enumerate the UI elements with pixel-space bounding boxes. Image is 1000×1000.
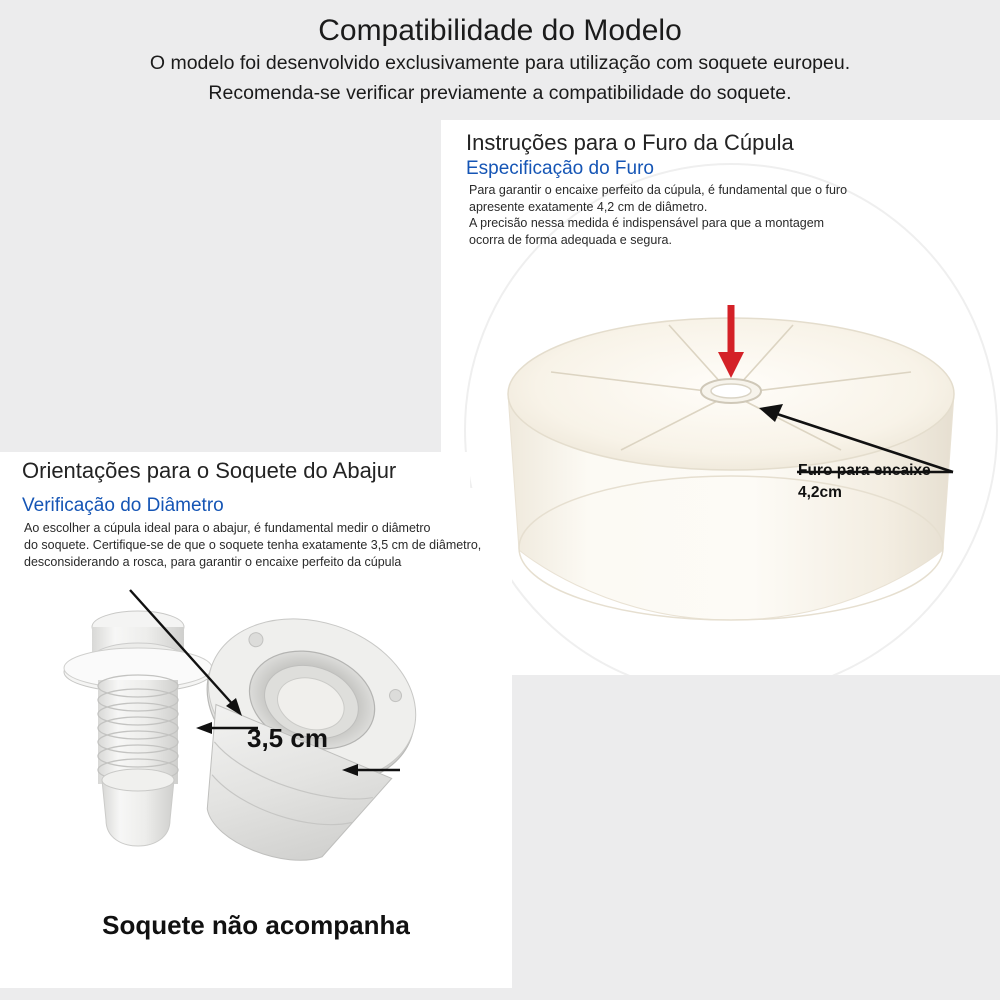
cupula-panel-title: Instruções para o Furo da Cúpula — [466, 130, 794, 155]
cupula-body-line-1: Para garantir o encaixe perfeito da cúpula, é fundamental que o furo — [469, 183, 848, 197]
hole-callout-line-2: 4,2cm — [798, 484, 842, 501]
cupula-body-line-4: ocorra de forma adequada e segura. — [469, 232, 672, 247]
page-header — [0, 0, 1000, 108]
socket-not-included-note: Soquete não acompanha — [102, 910, 410, 940]
cupula-body-line-2: apresente exatamente 4,2 cm de diâmetro. — [469, 199, 708, 214]
cupula-panel-subtitle: Especificação do Furo — [466, 158, 654, 179]
header-subtitle-line-1: O modelo foi desenvolvido exclusivamente para utilização com soquete europeu. — [149, 52, 851, 74]
socket-body-left — [64, 611, 212, 846]
soquete-panel-body — [24, 520, 504, 571]
hole-callout — [798, 460, 931, 504]
soquete-body-line-3: desconsiderando a rosca, para garantir o encaixe perfeito da cúpula — [24, 555, 402, 569]
page-title: Compatibilidade do Modelo — [318, 14, 682, 47]
soquete-body-line-1: Ao escolher a cúpula ideal para o abajur, é fundamental medir o diâmetro — [24, 521, 431, 535]
soquete-panel-subtitle: Verificação do Diâmetro — [22, 495, 224, 516]
cupula-body-line-3: A precisão nessa medida é indispensável para que a montagem — [469, 216, 825, 230]
soquete-panel-title: Orientações para o Soquete do Abajur — [22, 458, 397, 483]
hole-callout-line-1: Furo para encaixe — [798, 462, 931, 479]
cupula-panel-body — [469, 182, 969, 248]
soquete-body-line-2: do soquete. Certifique-se de que o soquete tenha exatamente 3,5 cm de diâmetro, — [24, 538, 482, 552]
cupula-instructions-panel — [441, 120, 1000, 675]
header-subtitle-line-2: Recomenda-se verificar previamente a compatibilidade do soquete. — [208, 82, 792, 104]
socket-diameter-label: 3,5 cm — [247, 723, 328, 753]
